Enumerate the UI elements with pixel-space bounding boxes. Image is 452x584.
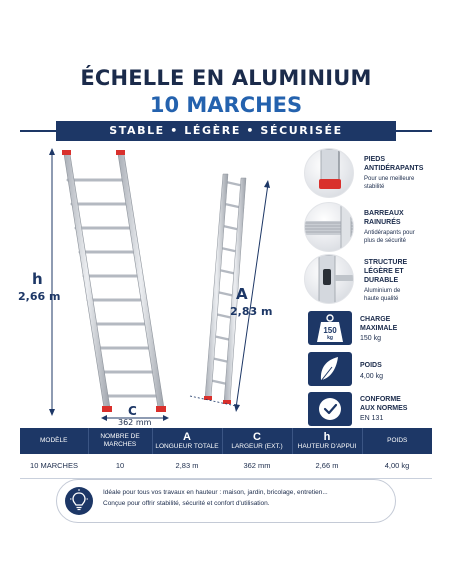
feature-1-desc-line-1: Pour une meilleure xyxy=(364,176,415,182)
feature-3-desc-line-1: Aluminium de xyxy=(364,288,401,294)
ladder-illustration xyxy=(0,140,300,430)
feature-1-title-line-1: PIEDS xyxy=(364,156,386,163)
right-top-cap xyxy=(116,150,125,155)
left-top-cap xyxy=(62,150,71,155)
left-foot xyxy=(102,406,112,412)
spec-3-title-line-1: CONFORME xyxy=(360,396,401,403)
certified-check-icon xyxy=(308,392,352,426)
feature-2-title-line-2: RAINURÉS xyxy=(364,219,401,226)
load-badge-unit: kg xyxy=(327,335,333,341)
a-value: 2,83 m xyxy=(230,305,273,318)
feature-1-title-line-2: ANTIDÉRAPANTS xyxy=(364,165,424,172)
info-line-2: Conçue pour offrir stabilité, sécurité et confort d'utilisation. xyxy=(103,500,270,507)
spec-3-value: EN 131 xyxy=(360,415,384,422)
feature-3-title-line-3: DURABLE xyxy=(364,277,399,284)
tagline-banner: STABLE • LÉGÈRE • SÉCURISÉE xyxy=(56,121,396,141)
right-foot xyxy=(156,406,166,412)
cell-model: 10 MARCHES xyxy=(20,454,88,478)
feather-icon xyxy=(308,352,352,386)
info-line-1: Idéale pour tous vos travaux en hauteur : maison, jardin, bricolage, entretien... xyxy=(103,489,328,496)
header-total-length: A LONGUEUR TOTALE xyxy=(152,428,222,454)
a-letter: A xyxy=(236,285,248,303)
ladder-right-rail xyxy=(118,154,164,408)
c-value: 362 mm xyxy=(118,418,152,427)
h-letter: h xyxy=(32,270,43,288)
header-support-height: h HAUTEUR D'APPUI xyxy=(292,428,362,454)
header-width: C LARGEUR (EXT.) xyxy=(222,428,292,454)
feature-3-desc-line-2: haute qualité xyxy=(364,296,399,302)
banner-divider-right xyxy=(396,130,432,132)
title-line-2: 10 MARCHES xyxy=(149,93,303,117)
h-arrow-top xyxy=(49,148,55,155)
feature-2-desc-line-1: Antidérapants pour xyxy=(364,230,415,236)
specs-table xyxy=(20,428,432,479)
grooved-rungs-image xyxy=(304,202,354,252)
cell-total-length: 2,83 m xyxy=(152,454,222,478)
feature-3-title-line-1: STRUCTURE xyxy=(364,259,408,266)
c-letter: C xyxy=(128,404,137,418)
cell-width: 362 mm xyxy=(222,454,292,478)
ladder-left-rail xyxy=(64,154,110,408)
header-weight: POIDS xyxy=(362,428,432,454)
header-steps: NOMBRE DE MARCHES xyxy=(88,428,152,454)
spec-1-title-line-2: MAXIMALE xyxy=(360,325,398,332)
spec-2-title: POIDS xyxy=(360,362,382,369)
weight-icon xyxy=(308,311,352,345)
feature-2-desc-line-2: plus de sécurité xyxy=(364,238,407,244)
banner-divider-left xyxy=(20,130,56,132)
h-value: 2,66 m xyxy=(18,290,61,303)
leaning-ladder xyxy=(62,150,166,412)
h-arrow-bottom xyxy=(49,409,55,416)
header-model: MODÈLE xyxy=(20,428,88,454)
structure-image xyxy=(304,254,354,304)
anti-slip-feet-image xyxy=(304,148,354,198)
spec-3-title-line-2: AUX NORMES xyxy=(360,405,408,412)
cell-support-height: 2,66 m xyxy=(292,454,362,478)
feature-1-desc-line-2: stabilité xyxy=(364,184,385,190)
spec-2-value: 4,00 kg xyxy=(360,373,383,380)
lightbulb-icon xyxy=(65,487,93,515)
cell-weight: 4,00 kg xyxy=(362,454,432,478)
spec-1-value: 150 kg xyxy=(360,335,382,342)
spec-1-title-line-1: CHARGE xyxy=(360,316,391,323)
feature-2-title-line-1: BARREAUX xyxy=(364,210,404,217)
feature-3-title-line-2: LÉGÈRE ET xyxy=(364,268,404,275)
load-badge-value: 150 xyxy=(323,326,337,335)
table-header-row xyxy=(20,428,432,454)
title-line-1: ÉCHELLE EN ALUMINIUM xyxy=(80,66,372,90)
info-box xyxy=(56,479,396,523)
table-row xyxy=(20,454,432,478)
standing-left-rail xyxy=(205,174,228,398)
cell-steps: 10 xyxy=(88,454,152,478)
